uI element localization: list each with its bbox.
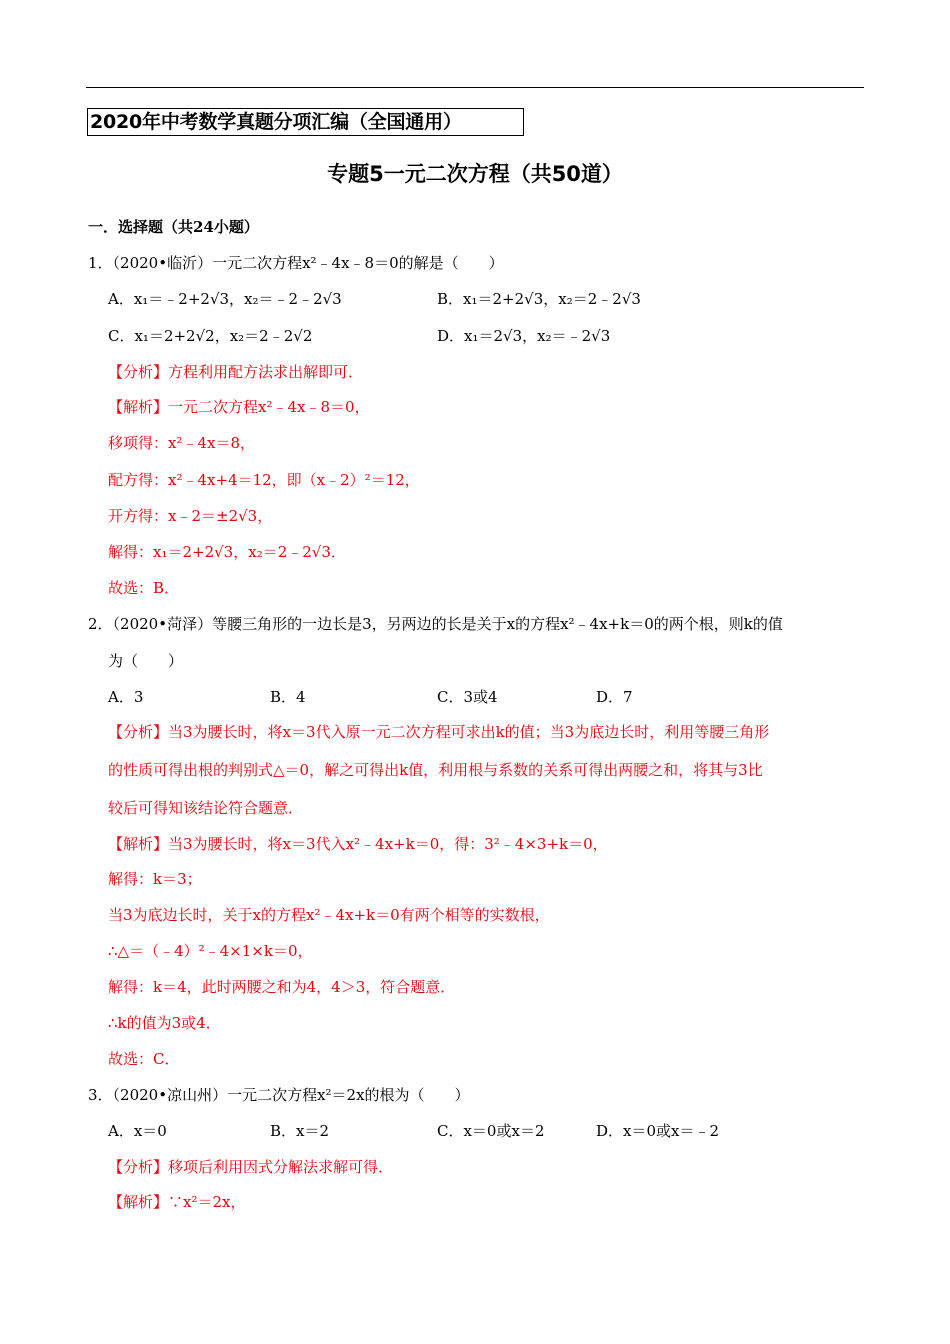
option-b: B．x＝2 bbox=[270, 1122, 330, 1140]
solution-tag: 【解析】 bbox=[108, 1193, 169, 1211]
question-number: 2． bbox=[88, 615, 113, 633]
option-d: D．7 bbox=[596, 688, 633, 706]
question-stem: （2020•凉山州）一元二次方程x²＝2x的根为（ ） bbox=[112, 1086, 470, 1104]
option-d: D．x₁＝2√3，x₂＝﹣2√3 bbox=[437, 327, 611, 345]
option-c: C．x₁＝2+2√2，x₂＝2﹣2√2 bbox=[108, 327, 313, 345]
question-3 bbox=[88, 1084, 470, 1106]
solution-tag: 【解析】 bbox=[108, 398, 169, 416]
option-a: A．x＝0 bbox=[108, 1122, 167, 1140]
solution-tag: 【解析】 bbox=[108, 835, 169, 853]
analysis-text: 移项后利用因式分解法求解可得． bbox=[168, 1158, 394, 1176]
solution-2-line-5: 解得：k＝4，此时两腰之和为4，4＞3，符合题意． bbox=[108, 978, 456, 996]
analysis-tag: 【分析】 bbox=[108, 363, 169, 381]
option-a: A．3 bbox=[108, 688, 144, 706]
question-1 bbox=[88, 252, 504, 274]
question-2-line-2: 为（ ） bbox=[108, 652, 184, 670]
solution-3-line-1 bbox=[108, 1191, 246, 1213]
analysis-2-line-3: 较后可得知该结论符合题意． bbox=[108, 799, 304, 817]
question-stem: （2020•临沂）一元二次方程x²﹣4x﹣8＝0的解是（ ） bbox=[112, 254, 504, 272]
header-rule bbox=[86, 87, 864, 88]
option-c: C．x＝0或x＝2 bbox=[437, 1122, 545, 1140]
analysis-2-line-2: 的性质可得出根的判别式△＝0，解之可得出k值，利用根与系数的关系可得出两腰之和，将其与3比 bbox=[108, 761, 763, 779]
solution-text: 当3为腰长时，将x＝3代入x²﹣4x+k＝0，得：3²﹣4×3+k＝0， bbox=[168, 835, 608, 853]
solution-2-line-2: 解得：k＝3； bbox=[108, 870, 202, 888]
analysis-tag: 【分析】 bbox=[108, 1158, 169, 1176]
solution-2-line-6: ∴k的值为3或4． bbox=[108, 1014, 221, 1032]
solution-1-line-2: 移项得：x²﹣4x＝8， bbox=[108, 434, 256, 452]
solution-2-line-1 bbox=[108, 833, 608, 855]
solution-1-line-6: 故选：B． bbox=[108, 579, 180, 597]
section-heading: 一．选择题（共24小题） bbox=[88, 218, 259, 236]
analysis-3 bbox=[108, 1156, 393, 1178]
question-stem: （2020•菏泽）等腰三角形的一边长是3，另两边的长是关于x的方程x²﹣4x+k＝0的两个根，则k的值 bbox=[112, 615, 783, 633]
question-number: 3． bbox=[88, 1086, 113, 1104]
solution-text: 一元二次方程x²﹣4x﹣8＝0， bbox=[168, 398, 370, 416]
analysis-text: 方程利用配方法求出解即可． bbox=[168, 363, 364, 381]
option-c: C．3或4 bbox=[437, 688, 498, 706]
solution-2-line-4: ∴△＝（﹣4）²﹣4×1×k＝0， bbox=[108, 942, 313, 960]
question-number: 1． bbox=[88, 254, 113, 272]
solution-2-line-7: 故选：C． bbox=[108, 1050, 180, 1068]
solution-1-line-3: 配方得：x²﹣4x+4＝12，即（x﹣2）²＝12， bbox=[108, 471, 420, 489]
solution-text: ∵x²＝2x， bbox=[168, 1193, 246, 1211]
question-2 bbox=[88, 613, 783, 635]
solution-2-line-3: 当3为底边长时，关于x的方程x²﹣4x+k＝0有两个相等的实数根， bbox=[108, 906, 550, 924]
option-d: D．x＝0或x＝﹣2 bbox=[596, 1122, 720, 1140]
document-title: 专题5一元二次方程（共50道） bbox=[327, 162, 623, 186]
solution-1-line-5: 解得：x₁＝2+2√3，x₂＝2﹣2√3． bbox=[108, 543, 346, 561]
option-a: A．x₁＝﹣2+2√3，x₂＝﹣2﹣2√3 bbox=[108, 290, 342, 308]
analysis-1 bbox=[108, 361, 363, 383]
series-title: 2020年中考数学真题分项汇编（全国通用） bbox=[87, 108, 524, 136]
analysis-tag: 【分析】 bbox=[108, 723, 169, 741]
solution-1-line-1 bbox=[108, 396, 370, 418]
solution-1-line-4: 开方得：x﹣2＝±2√3， bbox=[108, 507, 273, 525]
option-b: B．x₁＝2+2√3，x₂＝2﹣2√3 bbox=[437, 290, 641, 308]
analysis-2-line-1 bbox=[108, 721, 769, 743]
option-b: B．4 bbox=[270, 688, 306, 706]
analysis-text: 当3为腰长时，将x＝3代入原一元二次方程可求出k的值；当3为底边长时，利用等腰三角形 bbox=[168, 723, 770, 741]
